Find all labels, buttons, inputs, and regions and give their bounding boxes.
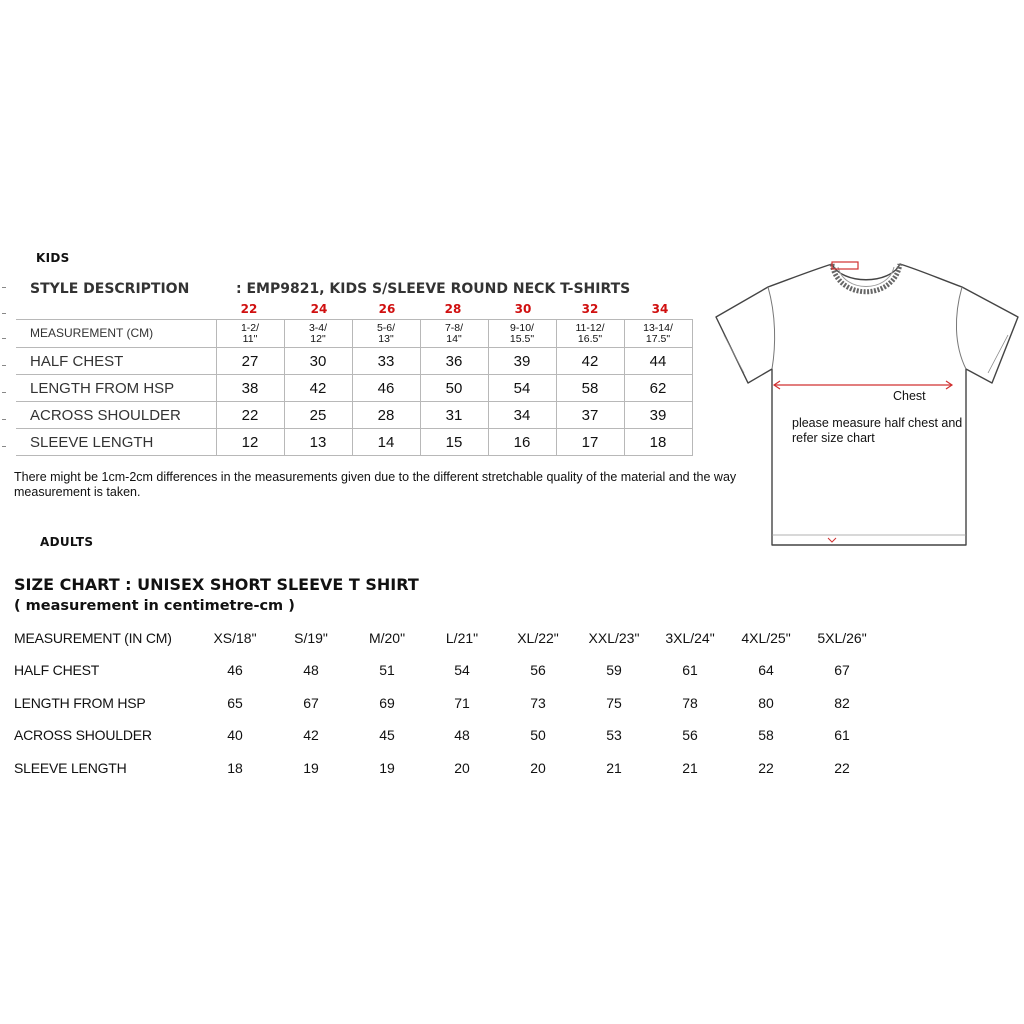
table-cell: 27	[216, 348, 284, 375]
table-cell: 20	[530, 760, 546, 776]
table-cell: 80	[758, 695, 774, 711]
table-cell: 42	[556, 348, 624, 375]
table-cell: 71	[454, 695, 470, 711]
table-cell: 45	[379, 727, 395, 743]
kids-size: 22	[240, 302, 258, 316]
kids-age-cell: 5-6/ 13"	[352, 320, 420, 348]
table-cell: 22	[758, 760, 774, 776]
table-cell: 18	[227, 760, 243, 776]
table-cell: 61	[834, 727, 850, 743]
table-cell: 50	[530, 727, 546, 743]
table-cell: 15	[420, 429, 488, 456]
kids-size: 24	[310, 302, 328, 316]
margin-tick	[2, 338, 6, 339]
row-label: HALF CHEST	[14, 662, 100, 678]
row-label: LENGTH FROM HSP	[16, 375, 216, 402]
kids-age-cell: 11-12/ 16.5"	[556, 320, 624, 348]
kids-header-row	[16, 320, 692, 348]
table-cell: 48	[303, 662, 319, 678]
kids-age-cell: 1-2/ 11"	[216, 320, 284, 348]
table-cell: 46	[352, 375, 420, 402]
adult-size-header: XL/22"	[517, 630, 559, 646]
table-cell: 50	[420, 375, 488, 402]
adult-size-header: XS/18"	[213, 630, 257, 646]
table-cell: 19	[303, 760, 319, 776]
table-cell: 16	[488, 429, 556, 456]
table-cell: 17	[556, 429, 624, 456]
adult-size-header: L/21"	[445, 630, 479, 646]
table-cell: 82	[834, 695, 850, 711]
table-cell: 25	[284, 402, 352, 429]
adult-size-header: 3XL/24"	[665, 630, 715, 646]
table-cell: 40	[227, 727, 243, 743]
table-cell: 46	[227, 662, 243, 678]
table-cell: 64	[758, 662, 774, 678]
table-cell: 22	[216, 402, 284, 429]
table-cell: 13	[284, 429, 352, 456]
table-cell: 61	[682, 662, 698, 678]
margin-tick	[2, 287, 6, 288]
table-cell: 20	[454, 760, 470, 776]
margin-tick	[2, 313, 6, 314]
adult-chart-subtitle: ( measurement in centimetre-cm )	[14, 598, 295, 614]
table-cell: 38	[216, 375, 284, 402]
table-cell: 30	[284, 348, 352, 375]
row-label: LENGTH FROM HSP	[14, 695, 146, 711]
table-cell: 56	[530, 662, 546, 678]
row-label: HALF CHEST	[16, 348, 216, 375]
kids-row-half-chest	[16, 348, 692, 375]
table-cell: 62	[624, 375, 692, 402]
kids-size: 30	[514, 302, 532, 316]
table-cell: 19	[379, 760, 395, 776]
kids-row-sleeve	[16, 429, 692, 456]
table-cell: 58	[556, 375, 624, 402]
margin-tick	[2, 446, 6, 447]
style-description-label: STYLE DESCRIPTION	[30, 281, 190, 297]
table-cell: 67	[303, 695, 319, 711]
table-cell: 42	[303, 727, 319, 743]
table-cell: 65	[227, 695, 243, 711]
table-cell: 69	[379, 695, 395, 711]
table-cell: 54	[454, 662, 470, 678]
table-cell: 28	[352, 402, 420, 429]
row-label: ACROSS SHOULDER	[16, 402, 216, 429]
table-cell: 21	[606, 760, 622, 776]
table-cell: 21	[682, 760, 698, 776]
table-cell: 58	[758, 727, 774, 743]
chest-label: Chest	[893, 389, 926, 403]
adult-size-header: M/20"	[368, 630, 406, 646]
kids-age-cell: 7-8/ 14"	[420, 320, 488, 348]
table-cell: 56	[682, 727, 698, 743]
table-cell: 22	[834, 760, 850, 776]
table-cell: 34	[488, 402, 556, 429]
adult-chart-title: SIZE CHART : UNISEX SHORT SLEEVE T SHIRT	[14, 575, 419, 594]
kids-size: 34	[651, 302, 669, 316]
kids-row-length	[16, 375, 692, 402]
table-cell: 75	[606, 695, 622, 711]
table-cell: 44	[624, 348, 692, 375]
tshirt-diagram	[710, 255, 1024, 555]
kids-age-cell: 9-10/ 15.5"	[488, 320, 556, 348]
adult-size-header: 5XL/26"	[817, 630, 867, 646]
measure-instruction: please measure half chest and refer size chart	[792, 416, 963, 445]
kids-age-cell: 13-14/ 17.5"	[624, 320, 692, 348]
table-cell: 67	[834, 662, 850, 678]
table-cell: 53	[606, 727, 622, 743]
row-label: ACROSS SHOULDER	[14, 727, 152, 743]
table-cell: 54	[488, 375, 556, 402]
table-cell: 18	[624, 429, 692, 456]
margin-tick	[2, 419, 6, 420]
row-label: SLEEVE LENGTH	[16, 429, 216, 456]
table-cell: 39	[488, 348, 556, 375]
kids-heading: KIDS	[36, 251, 70, 265]
style-description-value: : EMP9821, KIDS S/SLEEVE ROUND NECK T-SHIRTS	[236, 281, 631, 297]
table-cell: 31	[420, 402, 488, 429]
adults-heading: ADULTS	[40, 535, 94, 549]
table-cell: 48	[454, 727, 470, 743]
table-cell: 14	[352, 429, 420, 456]
kids-age-cell: 3-4/ 12"	[284, 320, 352, 348]
table-cell: 12	[216, 429, 284, 456]
table-cell: 42	[284, 375, 352, 402]
kids-row-shoulder	[16, 402, 692, 429]
kids-size: 28	[444, 302, 462, 316]
table-cell: 39	[624, 402, 692, 429]
row-label: SLEEVE LENGTH	[14, 760, 127, 776]
margin-tick	[2, 365, 6, 366]
adult-size-header: XXL/23"	[588, 630, 640, 646]
table-cell: 51	[379, 662, 395, 678]
table-cell: 33	[352, 348, 420, 375]
table-cell: 36	[420, 348, 488, 375]
adult-measurement-label: MEASUREMENT (IN CM)	[14, 630, 172, 646]
kids-size: 32	[581, 302, 599, 316]
table-cell: 78	[682, 695, 698, 711]
kids-size-table	[16, 319, 693, 456]
measurement-note: There might be 1cm-2cm differences in the measurements given due to the different stretchable quality of the material and the way measurement is taken.	[14, 470, 737, 499]
margin-tick	[2, 392, 6, 393]
kids-size: 26	[378, 302, 396, 316]
adult-size-header: 4XL/25"	[741, 630, 791, 646]
adult-size-header: S/19"	[294, 630, 328, 646]
table-cell: 59	[606, 662, 622, 678]
measurement-label: MEASUREMENT (CM)	[16, 320, 216, 348]
table-cell: 37	[556, 402, 624, 429]
table-cell: 73	[530, 695, 546, 711]
